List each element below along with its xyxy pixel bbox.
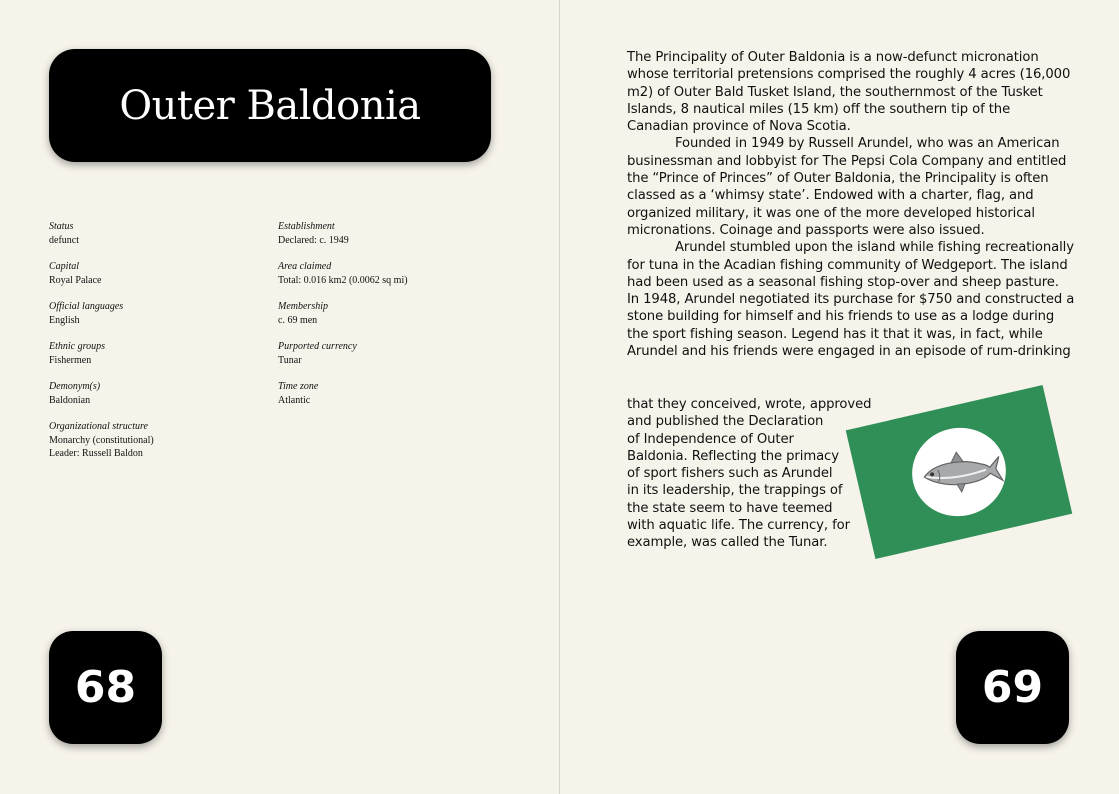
page-number-badge-right (956, 631, 1069, 744)
tuna-fish-icon (903, 419, 1014, 526)
facts-column-right (278, 220, 528, 420)
fact-time-zone (278, 380, 528, 407)
title-banner (49, 49, 491, 162)
fact-value: Atlantic (278, 394, 311, 406)
fact-value: Leader: Russell Baldon (49, 448, 143, 459)
paragraph-3: Arundel stumbled upon the island while fishing recreationally for tuna in the Acadian fishing community of Wedgeport. The island had been used as a seasonal fishing stop-over and sheep pasture. In 1948, Arundel negotiated its purchase for $750 and constructed a stone building for himself and his friends to use as a lodge during the sport fishing season. Legend has it that it was, in fact, while Arundel and his friends were engaged in an episode of rum-drinking (627, 240, 1075, 360)
fact-area-claimed (278, 260, 528, 287)
page-number-badge-left (49, 631, 162, 744)
paragraph-1: The Principality of Outer Baldonia is a now-defunct micronation whose territorial pretensions comprised the roughly 4 acres (16,000 m2) of Outer Bald Tusket Island, the southernmost of the Tusket Islands, 8 nautical miles (15 km) off the southern tip of the Canadian province of Nova Scotia. (627, 50, 1071, 135)
fact-label: Status (49, 221, 74, 232)
fact-value: English (49, 314, 80, 326)
facts-column-left (49, 220, 269, 474)
outer-baldonia-flag (846, 385, 1073, 559)
wrapped-line: of sport fishers such as Arundel (627, 466, 833, 482)
wrapped-line: of Independence of Outer (627, 431, 794, 447)
fact-status (49, 220, 269, 247)
fact-value: Declared: c. 1949 (278, 234, 349, 246)
page-number-right: 69 (981, 662, 1044, 713)
page-number-left: 68 (74, 662, 137, 713)
page-gutter (559, 0, 560, 794)
paragraph-2: Founded in 1949 by Russell Arundel, who was an American businessman and lobbyist for The Pepsi Cola Company and entitled the “Prince of Princes” of Outer Baldonia, the Principality is often classed as a ‘whimsy state’. Endowed with a charter, flag, and organized military, it was one of the more developed historical micronations. Coinage and passports were also issued. (627, 136, 1067, 238)
fact-official-languages (49, 300, 269, 327)
fact-label: Membership (278, 301, 328, 312)
fact-label: Capital (49, 261, 80, 272)
fact-label: Establishment (278, 221, 335, 232)
page-title: Outer Baldonia (119, 82, 421, 129)
fact-capital (49, 260, 269, 287)
fact-value: c. 69 men (278, 314, 318, 326)
fact-ethnic-groups (49, 340, 269, 367)
wrapped-line: with aquatic life. The currency, for (627, 518, 850, 534)
wrapped-line: and published the Declaration (627, 414, 824, 430)
fact-label: Organizational structure (49, 421, 148, 432)
wrapped-line: in its leadership, the trappings of (627, 483, 843, 499)
fact-establishment (278, 220, 528, 247)
fact-label: Official languages (49, 301, 124, 312)
fact-demonym (49, 380, 269, 407)
fact-organizational-structure (49, 420, 269, 461)
fact-value: Baldonian (49, 394, 91, 406)
article-body (627, 49, 1075, 360)
fact-value: Fishermen (49, 354, 92, 366)
wrapped-line: the state seem to have teemed (627, 500, 833, 516)
fact-label: Demonym(s) (49, 381, 101, 392)
fact-value: Tunar (278, 354, 302, 366)
fact-value: Monarchy (constitutional) (49, 434, 154, 446)
fact-label: Time zone (278, 381, 319, 392)
wrapped-line: that they conceived, wrote, approved (627, 397, 872, 412)
paragraph-3-wrapped (627, 396, 877, 552)
fact-value: Total: 0.016 km2 (0.0062 sq mi) (278, 274, 408, 286)
fact-label: Purported currency (278, 341, 357, 352)
fact-purported-currency (278, 340, 528, 367)
fact-membership (278, 300, 528, 327)
wrapped-line: example, was called the Tunar. (627, 535, 828, 551)
fact-value: defunct (49, 234, 79, 246)
fact-label: Area claimed (278, 261, 332, 272)
fact-label: Ethnic groups (49, 341, 106, 352)
flag-disc (903, 419, 1014, 526)
fact-value: Royal Palace (49, 274, 102, 286)
wrapped-line: Baldonia. Reflecting the primacy (627, 448, 839, 464)
